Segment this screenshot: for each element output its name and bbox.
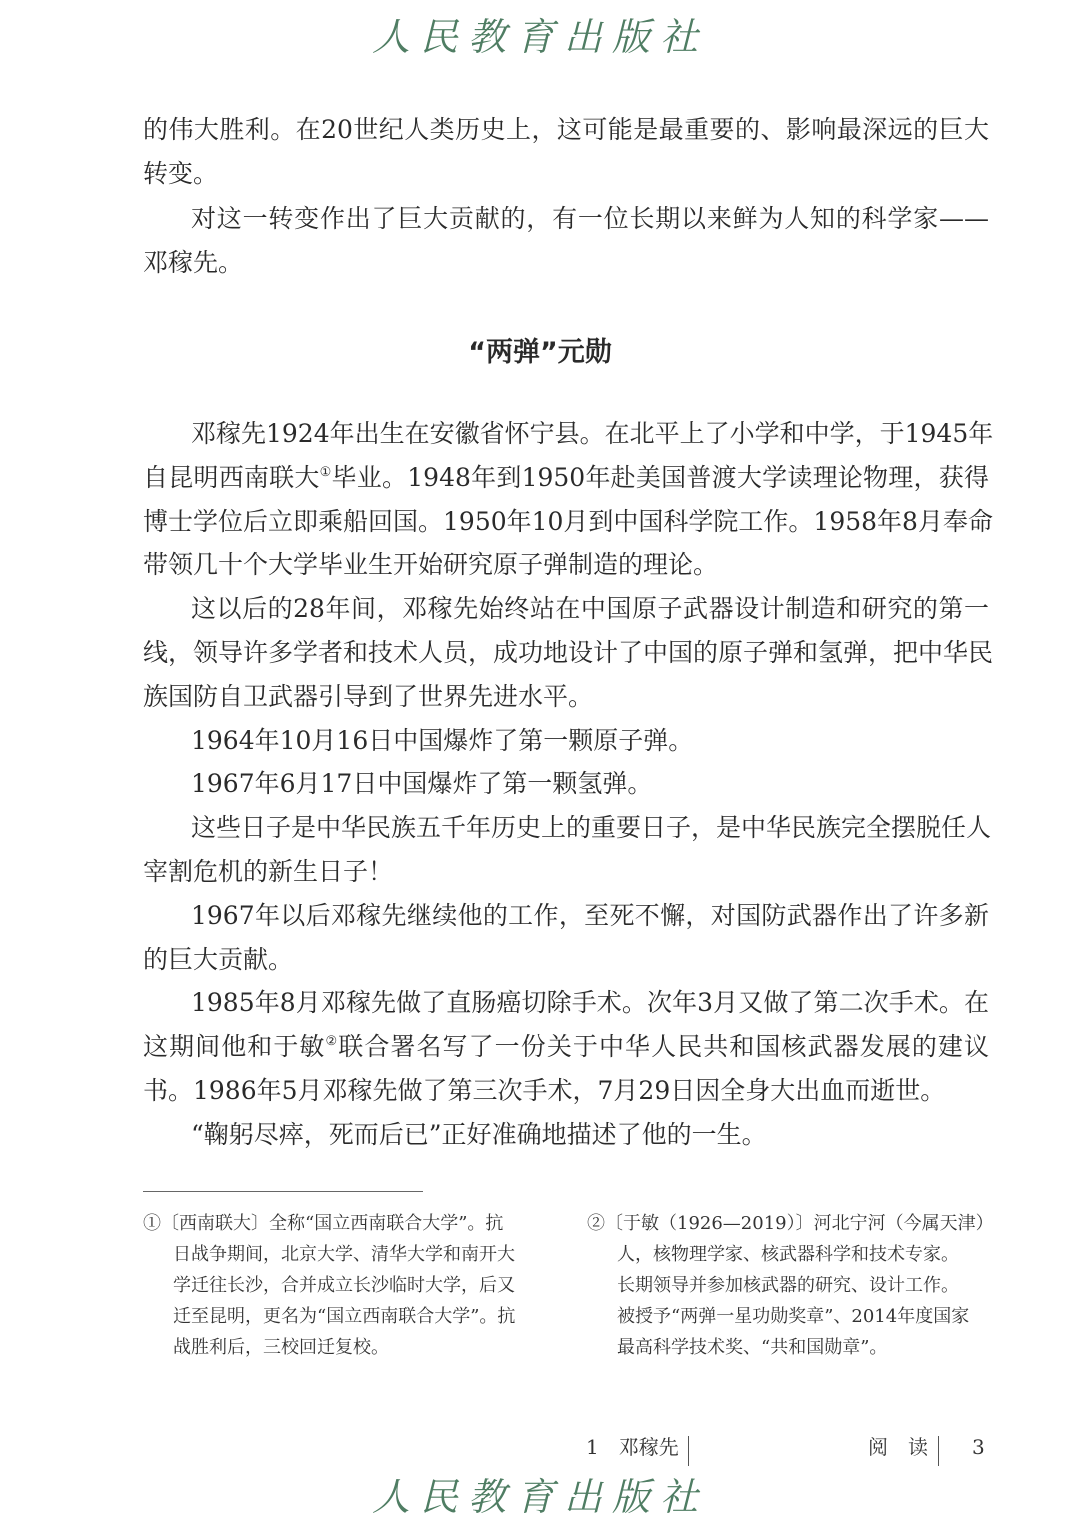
- footnote-divider: [143, 1191, 423, 1192]
- text-line: 这期间他和于敏②联合署名写了一份关于中华人民共和国核武器发展的建议: [143, 1032, 989, 1062]
- text-line: 的伟大胜利。在20世纪人类历史上，这可能是最重要的、影响最深远的巨大: [143, 115, 989, 144]
- footnote-line: 人，核物理学家、核武器科学和技术专家。: [617, 1244, 959, 1265]
- text-line: 的巨大贡献。: [143, 944, 294, 974]
- text-line: 带领几十个大学毕业生开始研究原子弹制造的理论。: [143, 550, 719, 580]
- footnote-marker: ①: [319, 464, 332, 480]
- footnote-line: 被授予“两弹一星功勋奖章”、2014年度国家: [617, 1306, 970, 1327]
- text-line: “鞠躬尽瘁，死而后已”正好准确地描述了他的一生。: [191, 1119, 767, 1149]
- footnote-line: 长期领导并参加核武器的研究、设计工作。: [617, 1275, 959, 1296]
- text-line: 转变。: [143, 159, 219, 189]
- text-line: 自昆明西南联大①毕业。1948年到1950年赴美国普渡大学读理论物理，获得: [143, 462, 989, 492]
- section-title: “两弹”元勋: [468, 337, 612, 368]
- footnote-line: ②〔于敏（1926—2019）〕河北宁河（今属天津）: [587, 1213, 994, 1234]
- footer-divider-2: [938, 1436, 939, 1466]
- text-line: 博士学位后立即乘船回国。1950年10月到中国科学院工作。1958年8月奉命: [143, 506, 993, 536]
- text-line: 线，领导许多学者和技术人员，成功地设计了中国的原子弹和氢弹，把中华民: [143, 638, 994, 667]
- footnote-line: 日战争期间，北京大学、清华大学和南开大: [173, 1244, 515, 1265]
- text-line: 1985年8月邓稼先做了直肠癌切除手术。次年3月又做了第二次手术。在: [191, 988, 989, 1018]
- footnote-line: 战胜利后，三校回迁复校。: [173, 1337, 389, 1358]
- footer-section-label: 阅 读: [868, 1435, 928, 1459]
- text-line: 这以后的28年间，邓稼先始终站在中国原子武器设计制造和研究的第一: [191, 594, 989, 624]
- footer-chapter-label: 1 邓稼先: [586, 1435, 679, 1459]
- publisher-logo-bottom: 人民教育出版社: [371, 1475, 708, 1519]
- footnote-line: ①〔西南联大〕全称“国立西南联合大学”。抗: [143, 1213, 504, 1234]
- footnote-1: [143, 1208, 515, 1363]
- text-line: 书。1986年5月邓稼先做了第三次手术，7月29日因全身大出血而逝世。: [143, 1076, 946, 1105]
- footer-divider-1: [688, 1436, 689, 1466]
- footnote-line: 最高科学技术奖、“共和国勋章”。: [617, 1337, 888, 1358]
- text-line: 族国防自卫武器引导到了世界先进水平。: [143, 681, 594, 711]
- footnote-line: 迁至昆明，更名为“国立西南联合大学”。抗: [173, 1306, 516, 1327]
- footnote-line: 学迁往长沙，合并成立长沙临时大学，后又: [173, 1275, 515, 1296]
- text-line: 这些日子是中华民族五千年历史上的重要日子，是中华民族完全摆脱任人: [191, 813, 992, 843]
- footnote-2: [587, 1208, 994, 1363]
- publisher-logo-top: 人民教育出版社: [371, 15, 708, 59]
- text-line: 对这一转变作出了巨大贡献的，有一位长期以来鲜为人知的科学家——: [191, 203, 989, 233]
- page-number: 3: [972, 1435, 985, 1459]
- text-line: 邓稼先1924年出生在安徽省怀宁县。在北平上了小学和中学，于1945年: [191, 419, 994, 448]
- text-line: 1967年6月17日中国爆炸了第一颗氢弹。: [191, 769, 653, 799]
- text-line: 1967年以后邓稼先继续他的工作，至死不懈，对国防武器作出了许多新: [191, 900, 989, 930]
- text-line: 邓稼先。: [143, 247, 244, 277]
- text-line: 宰割危机的新生日子！: [143, 857, 394, 886]
- text-line: 1964年10月16日中国爆炸了第一颗原子弹。: [191, 725, 694, 755]
- footnote-marker: ②: [325, 1034, 339, 1050]
